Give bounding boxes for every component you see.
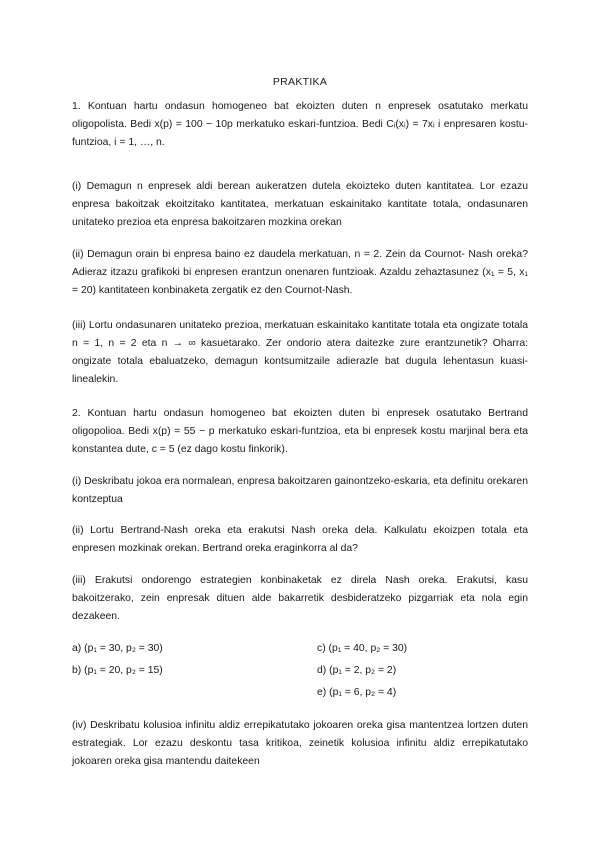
exercise-1-intro: 1. Kontuan hartu ondasun homogeneo bat ekoizten duten n enpresek osatutako merkatu oligopolista. Bedi x(p) = 100 − 10p merkatuko eskari-funtzioa. Bedi Cᵢ(xᵢ) = 7xᵢ i enpresaren kostu-funtzioa, i = 1, …, n.: [72, 101, 528, 148]
page-title: PRAKTIKA: [272, 76, 328, 88]
exercise-2-question-iii: (iii) Erakutsi ondorengo estrategien konbinaketak ez direla Nash oreka. Erakutsi, kasu bakoitzerako, zein enpresak dituen alde bakarretik desbideratzeko pizgarriak eta nola egin dezakeen.: [72, 575, 528, 622]
option-c: c) (p₁ = 40, p₂ = 30): [317, 643, 408, 654]
exercise-2-question-iv: (iv) Deskribatu kolusioa infinitu aldiz errepikatutako jokoaren oreka gisa mantentzea lortzen duten estrategiak. Lor ezazu deskontu tasa kritikoa, zeinetik kolusioa infinitu aldiz errepikatutako jokoaren oreka gisa mantendu daitekeen: [72, 720, 528, 767]
exercise-1-question-ii: (ii) Demagun orain bi enpresa baino ez daudela merkatuan, n = 2. Zein da Cournot- Nash oreka? Adieraz itzazu grafikoki bi enpresen erantzun onenaren funtzioak. Azaldu zehaztasunez (x₁ = 5, x₁ = 20) kantitateen konbinaketa zergatik ez den Cournot-Nash.: [72, 249, 528, 296]
option-b: b) (p₁ = 20, p₂ = 15): [72, 665, 163, 676]
exercise-1-question-i: (i) Demagun n enpresek aldi berean aukeratzen dutela ekoizteko duten kantitatea. Lor ezazu enpresa bakoitzak ekoitzitako kantitatea, merkatuan eskainitako kantitate totala, ondasunaren unitateko prezioa eta enpresa bakoitzaren mozkina orekan: [72, 181, 528, 228]
exercise-2-question-i: (i) Deskribatu jokoa era normalean, enpresa bakoitzaren gainontzeko-eskaria, eta definitu orekaren kontzeptua: [72, 476, 528, 505]
option-e: e) (p₁ = 6, p₂ = 4): [317, 687, 397, 698]
exercise-1-question-iii: (iii) Lortu ondasunaren unitateko prezioa, merkatuan eskainitako kantitate totala eta ongizate totala n = 1, n = 2 eta n → ∞ kasuetarako. Zer ondorio atera daitezke zure erantzunetik? Oharra: ongizate totala ebaluatzeko, demagun kontsumitzaile adierazle bat dugula lehentasun kuasi-linealekin.: [72, 320, 528, 385]
option-a: a) (p₁ = 30, p₂ = 30): [72, 643, 163, 654]
exercise-2-question-ii: (ii) Lortu Bertrand-Nash oreka eta erakutsi Nash oreka dela. Kalkulatu ekoizpen totala eta enpresen mozkinak orekan. Bertrand oreka eraginkorra al da?: [72, 525, 528, 554]
option-d: d) (p₁ = 2, p₂ = 2): [317, 665, 397, 676]
exercise-2-intro: 2. Kontuan hartu ondasun homogeneo bat ekoizten duten bi enpresek osatutako Bertrand oligopolioa. Bedi x(p) = 55 − p merkatuko eskari-funtzioa, eta bi enpresek kostu marjinal bera eta konstantea dute, c = 5 (ez dago kostu finkorik).: [72, 408, 528, 455]
